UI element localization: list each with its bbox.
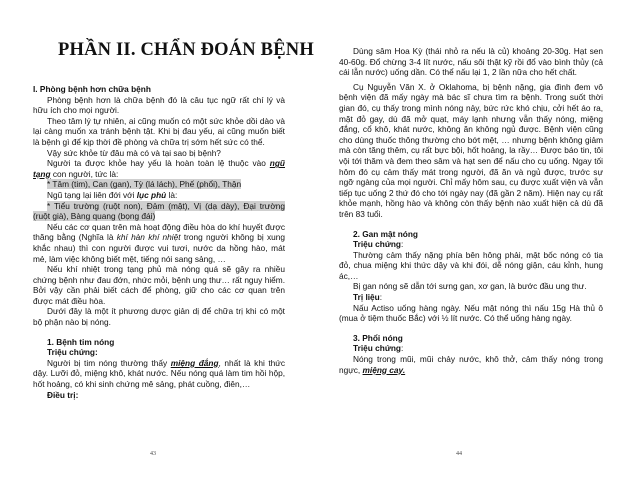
text-span: Nếu các cơ quan trên mà hoạt động điều hòa do khí huyết được thăng bằng (Nghĩa là (33, 221, 285, 243)
paragraph (33, 158, 285, 179)
emphasis-ngu-tang: ngũ tạng (33, 158, 285, 179)
right-page-content (339, 46, 603, 375)
subsection-title: 2. Gan mật nóng (353, 228, 418, 239)
colon: : (379, 292, 383, 303)
text-span: Người bị tim nóng thường thấy (47, 357, 171, 368)
emphasis-mieng-cay: miệng cay. (362, 364, 406, 375)
section-heading: I. Phòng bệnh hơn chữa bệnh (33, 84, 151, 94)
text-span: con người, tức là: (50, 168, 119, 179)
text-span: Ngũ tạng lại liên đới với (47, 189, 137, 200)
text-span: Người ta được khỏe hay yếu là hoàn toàn lệ thuộc vào (47, 158, 270, 169)
page-number: 43 (150, 451, 156, 457)
symptom-label (339, 343, 603, 354)
paragraph: Thường cảm thấy nặng phía bên hông phải, mật bốc nóng có tia đỏ, chua miệng khi thức dậy và khi đói, dễ nóng giận, cáu kỉnh, hung ác,… (339, 249, 603, 281)
paragraph: Phòng bệnh hơn là chữa bệnh đó là câu tục ngữ rất chí lý và hữu ích cho mọi người. (33, 94, 285, 116)
paragraph: Dưới đây là một ít phương dược giản dị để chữa trị khi có một bộ phận nào bị nóng. (33, 306, 285, 328)
text-span: Nóng trong mũi, mũi chảy nước, khô thở, cảm thấy nóng trong ngực, (339, 354, 603, 375)
symptom-label-text: Triệu chứng (353, 343, 401, 354)
paragraph: Bị gan nóng sẽ dẫn tới sưng gan, xơ gan, là bước đầu ung thư. (353, 281, 587, 292)
emphasis-mieng-dang: miệng đắng (170, 357, 219, 368)
treatment-label-text: Trị liệu (353, 292, 380, 303)
paragraph (33, 358, 285, 390)
text-span: trong người không bị xung khắc nhau) thì con người được vui tươi, nước da hồng hào, mát mẻ, làm việc không biết mệt, tiếng nói sang sảng, … (33, 232, 285, 264)
treatment-label (339, 292, 603, 303)
text-span: , nhất là khi thức dậy. Lưỡi đỏ, miệng khô, khát nước. Nếu nóng quá làm tim hồi hộp, hốt hoảng, có khi sinh chứng mê sảng, phát cuồng, điên,… (33, 357, 285, 390)
symptom-label (339, 239, 603, 250)
highlighted-text: * Tâm (tim), Can (gan), Tỳ (lá lách), Phế (phổi), Thận (47, 179, 242, 190)
page-number: 44 (456, 451, 462, 457)
highlighted-text: * Tiểu trường (ruột non), Đảm (mật), Vị (dạ dày), Đại trường (ruột già), Bàng quang (bọng đái) (33, 200, 285, 222)
colon: : (400, 343, 404, 354)
paragraph (339, 354, 603, 375)
colon: : (400, 239, 404, 250)
paragraph: Cụ Nguyễn Văn X. ở Oklahoma, bị bệnh nặng, gia đình đem vô bệnh viện đã mấy ngày mà bác sĩ chưa tìm ra bệnh. Trong suốt thời gian đó, cụ thấy trong mình nóng nảy, bức rức khó chịu, cởi hết áo ra, mặt đỏ gay, dù đã mở quạt, máy lạnh nhưng vẫn thấy nóng, miệng đắng, cổ khô, khát nước, không ăn không ngủ được. Bệnh viện cũng cho dùng thuốc thông thường cho bớt mệt, … nhưng bệnh không giảm mà còn tăng thêm, cụ rất bực bội, hốt hoảng, la rầy… Được báo tin, tôi vội tới thăm và đem theo sâm và hạt sen để nấu cho cụ uống. Ngay tối hôm đó cụ cảm thấy mát trong người, đã ăn và ngủ được, trước sự ngỡ ngàng của mọi người. Chỉ mấy hôm sau, cụ được xuất viện và vẫn tiếp tục uống 2 thứ đó cho tới ngày nay (đã gần 2 năm). Hiện nay cụ rất khỏe mạnh, hồng hào và không còn thấy bệnh nào xuất hiện cả dù đã trên 83 tuổi. (339, 81, 603, 219)
list-item (33, 179, 285, 190)
emphasis-khi-han: khí hàn khí nhiệt (116, 232, 181, 243)
symptom-label-text: Triệu chứng (353, 239, 401, 250)
paragraph: Theo tâm lý tự nhiên, ai cũng muốn có một sức khỏe dồi dào và lại càng muốn xa tránh bệnh tật. Khi bị đau yếu, ai cũng muốn biết là bệnh gì để kịp thời đề phòng và chữa trị sớm hết sức có thể. (33, 115, 285, 147)
list-item (33, 201, 285, 222)
paragraph (33, 222, 285, 264)
subsection-title: 1. Bệnh tim nóng (47, 336, 115, 347)
emphasis-luc-phu: lục phủ (136, 189, 167, 200)
paragraph: Nấu Actiso uống hàng ngày. Nếu mật nóng thì nấu 15g Hà thủ ô (mua ở tiệm thuốc Bắc) với ½ lít nước. Có thể uống hàng ngày. (339, 302, 603, 324)
text-span: là: (166, 189, 178, 200)
left-page-content (33, 82, 285, 400)
page-title: PHẦN II. CHẨN ĐOÁN BỆNH (58, 40, 314, 60)
right-page (319, 0, 638, 493)
paragraph: Dùng sâm Hoa Kỳ (thái nhỏ ra nếu là củ) khoảng 20-30g. Hạt sen 40-60g. Đổ chừng 3-4 lít nước, nấu sôi thật kỹ rồi đổ vào bình thủy (cả cái lẫn nước) uống dần. Có thể nấu lại 1, 2 lần nữa cho hết chất. (339, 46, 603, 78)
paragraph: Nếu khí nhiệt trong tạng phủ mà nóng quá sẽ gây ra nhiều chứng bệnh như đau đớn, nhức mỏi, bệnh ung thư… rất nguy hiểm. Bởi vậy cần phải biết cách để phòng, giữ cho các cơ quan trên được mát điều hòa. (33, 264, 285, 306)
paragraph: Vậy sức khỏe từ đâu mà có và tại sao bị bệnh? (47, 147, 221, 158)
paragraph (33, 190, 285, 201)
subsection-title: 3. Phổi nóng (353, 332, 403, 343)
symptom-label: Triệu chứng: (47, 347, 98, 358)
treatment-label: Điều trị: (47, 389, 79, 400)
